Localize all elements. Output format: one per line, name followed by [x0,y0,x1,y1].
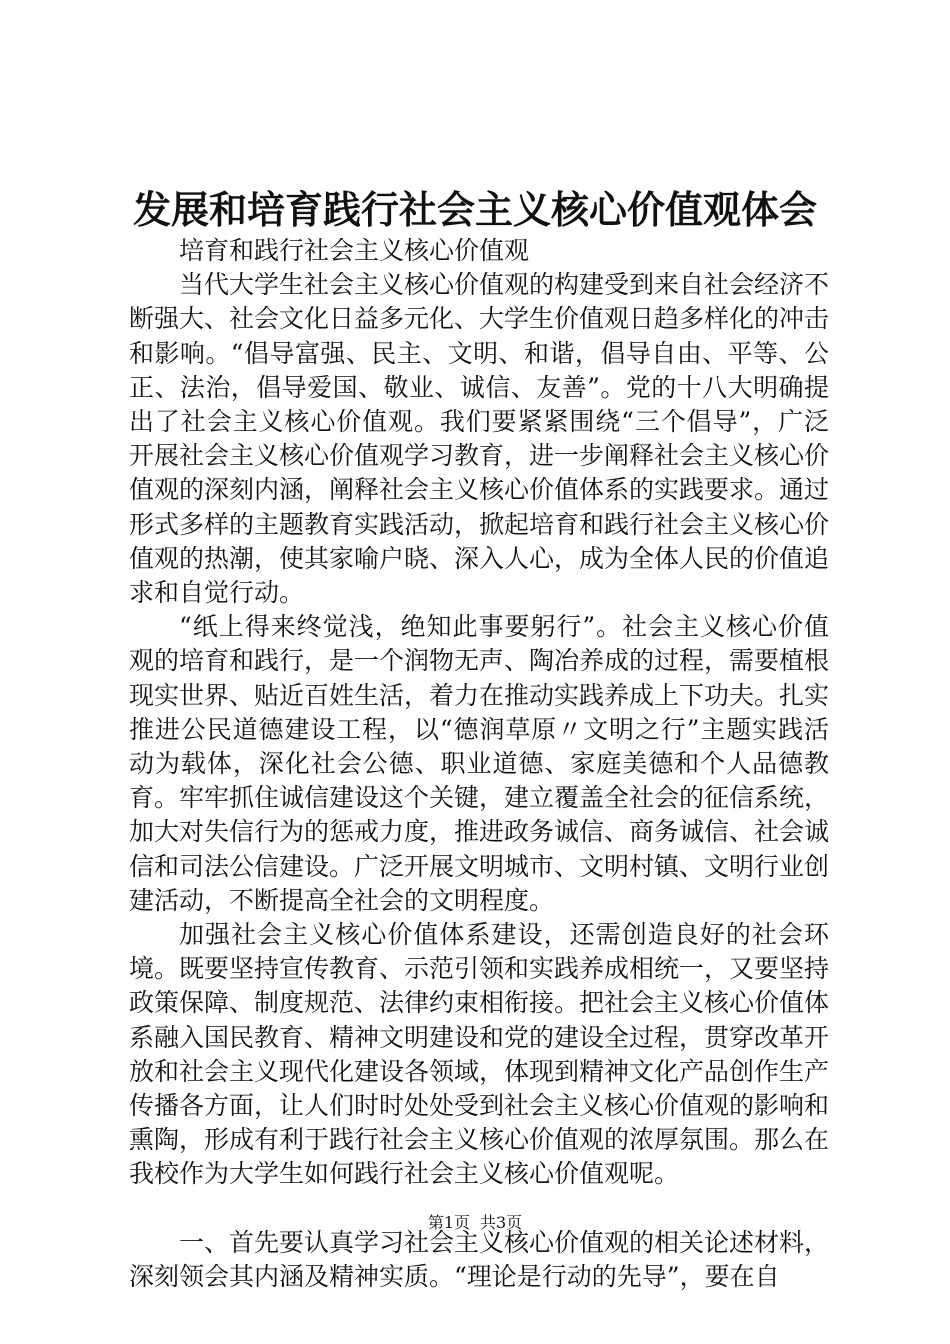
page-number-current: 第1页 [427,1213,470,1232]
subtitle-paragraph: 培育和践行社会主义核心价值观 [179,236,530,265]
body-paragraph-2: “纸上得来终觉浅，绝知此事要躬行”。社会主义核心价值观的培育和践行，是一个润物无声、陶冶养成的过程，需要植根现实世界、贴近百姓生活，着力在推动实践养成上下功夫。扎实推进公民道德建设工程，以“德润草原〃文明之行”主题实践活动为载体，深化社会公德、职业道德、家庭美德和个人品德教育。牢牢抓住诚信建设这个关键，建立覆盖全社会的征信系统，加大对失信行为的惩戒力度，推进政务诚信、商务诚信、社会诚信和司法公信建设。广泛开展文明城市、文明村镇、文明行业创建活动，不断提高全社会的文明程度。 [129,612,830,915]
document-title: 发展和培育践行社会主义核心价值观体会 [132,187,817,232]
body-paragraph-3: 加强社会主义核心价值体系建设，还需创造良好的社会环境。既要坚持宣传教育、示范引领和实践养成相统一，又要坚持政策保障、制度规范、法律约束相衔接。把社会主义核心价值体系融入国民教育、精神文明建设和党的建设全过程，贯穿改革开放和社会主义现代化建设各领域，体现到精神文化产品创作生产传播各方面，让人们时时处处受到社会主义核心价值观的影响和熏陶，形成有利于践行社会主义核心价值观的浓厚氛围。那么在我校作为大学生如何践行社会主义核心价值观呢。 [129,920,830,1189]
page-footer [0,1213,950,1233]
document-body [129,234,829,1294]
body-paragraph-1: 当代大学生社会主义核心价值观的构建受到来自社会经济不断强大、社会文化日益多元化、大学生价值观日趋多样化的冲击和影响。“倡导富强、民主、文明、和谐，倡导自由、平等、公正、法治，倡导爱国、敬业、诚信、友善”。党的十八大明确提出了社会主义核心价值观。我们要紧紧围绕“三个倡导”，广泛开展社会主义核心价值观学习教育，进一步阐释社会主义核心价值观的深刻内涵，阐释社会主义核心价值体系的实践要求。通过形式多样的主题教育实践活动，掀起培育和践行社会主义核心价值观的热潮，使其家喻户晓、深入人心，成为全体人民的价值追求和自觉行动。 [129,270,830,608]
page-number-total: 共3页 [480,1213,523,1232]
body-paragraph-4: 一、首先要认真学习社会主义核心价值观的相关论述材料，深刻领会其内涵及精神实质。“理论是行动的先导”，要在自 [129,1227,830,1291]
